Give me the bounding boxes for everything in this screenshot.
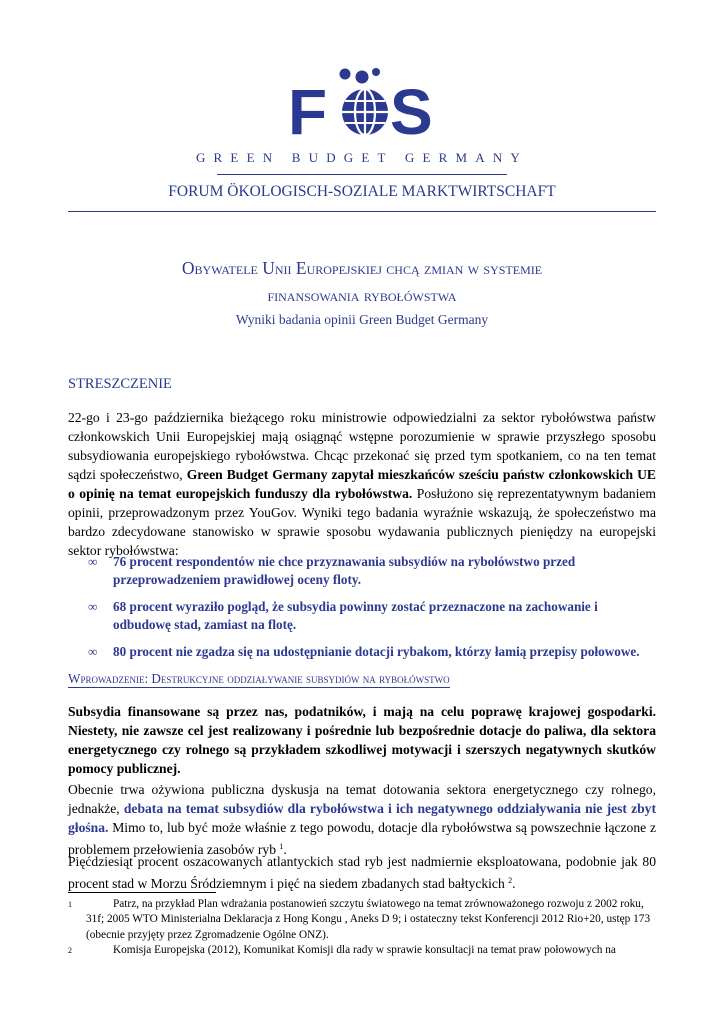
globe-icon <box>342 89 388 135</box>
findings-list <box>88 553 656 661</box>
summary-text-1: 22-go i 23-go października bieżącego roku ministrowie odpowiedzialni za sektor rybołówstwa państw członkowskich Unii Europejskiej mają osiągnąć wstępne porozumienie w sprawie przyszłego sposobu subsydiowania europejskiego rybołówstwa. Chcąc przekonać się przed tym spotkaniem, co na ten temat sądzi społeczeństwo, <box>68 410 656 482</box>
footnote-text: Komisja Europejska (2012), Komunikat Komisji dla rady w sprawie konsultacji na temat praw połowowych na <box>113 944 616 956</box>
list-item <box>88 598 656 634</box>
debate-highlight: debata na temat subsydiów dla rybołówstwa i ich negatywnego oddziaływania nie jest zbyt głośna. <box>68 801 656 835</box>
header-divider-short <box>217 174 507 175</box>
logo-dot-2 <box>356 71 369 84</box>
finding-text: 76 procent respondentów nie chce przyznawania subsydiów na rybołówstwo przed przeprowadzeniem prawidłowej oceny floty. <box>113 554 576 587</box>
footnote-ref-2[interactable]: 2 <box>508 876 513 885</box>
summary-text-2: Posłużono się reprezentatywnym badaniem opinii, przeprowadzonym przez YouGov. Wyniki tego badania wyraźnie wskazują, że społeczeństwo ma bardzo zdecydowane stanowisko w sprawie sposobu wydawania publicznych pieniędzy na europejski sektor rybołówstwa: <box>68 486 656 558</box>
document-subtitle: Wyniki badania opinii Green Budget Germany <box>235 312 489 327</box>
stocks-paragraph <box>68 852 656 893</box>
finding-text: 68 procent wyraziło pogląd, że subsydia powinny zostać przeznaczone na zachowanie i odbudowę stad, zamiast na flotę. <box>113 599 598 632</box>
footnote-number: 2 <box>68 946 72 955</box>
section-heading: Wprowadzenie: Destrukcyjne oddziaływanie subsydiów na rybołówstwo <box>68 671 450 686</box>
summary-text-bold: Green Budget Germany zapytał mieszkańców sześciu państw członkowskich UE o opinię na temat europejskich funduszy dla rybołówstwa. <box>68 467 656 501</box>
logo-dot-1 <box>340 69 351 80</box>
organization-name: FORUM ÖKOLOGISCH-SOZIALE MARKTWIRTSCHAFT <box>168 183 556 200</box>
bullet-symbol: ∞ <box>88 599 98 614</box>
header-divider-long <box>68 211 656 212</box>
debate-text-1: Obecnie trwa ożywiona publiczna dyskusja na temat dotowania sektora energetycznego czy rolnego, jednakże, <box>68 782 656 816</box>
logo-dot-3 <box>372 68 380 76</box>
stocks-text: Pięćdziesiąt procent oszacowanych atlantyckich stad ryb jest nadmiernie eksploatowana, podobnie jak 80 procent stad w Morzu Śródziemnym i pięć na siedem zbadanych stad bałtyckich <box>68 854 656 891</box>
summary-heading: STRESZCZENIE <box>68 376 172 392</box>
title-line-1: Obywatele Unii Europejskiej chcą zmian w systemie <box>181 258 543 278</box>
summary-paragraph <box>68 408 656 560</box>
footnote-ref-1[interactable]: 1 <box>279 842 284 851</box>
finding-text: 80 procent nie zgadza się na udostępnianie dotacji rybakom, którzy łamią przepisy połowowe. <box>113 644 640 659</box>
footnote <box>68 943 656 958</box>
debate-text-2: Mimo to, lub być może właśnie z tego powodu, dotacje dla rybołówstwa są powszechnie łączone z problemem przełowienia zasobów ryb <box>68 820 656 857</box>
logo-letter-f: F <box>288 76 328 140</box>
footnote <box>68 897 656 943</box>
list-item <box>88 553 656 589</box>
footnote-divider <box>68 892 216 893</box>
tagline: GREEN BUDGET GERMANY <box>195 150 529 165</box>
fos-logo <box>288 68 438 140</box>
footnote-text: Patrz, na przykład Plan wdrażania postanowień szczytu światowego na temat zrównoważonego rozwoju z 2002 roku, 31f; 2005 WTO Ministerialna Deklaracja z Hong Kongu , Aneks D 9; i ostateczny tekst Konferencji 2012 Rio+20, ustęp 173 (obecnie przyjęty przez Zgromadzenie Ogólne ONZ). <box>86 898 651 941</box>
logo-letter-s: S <box>390 76 433 140</box>
list-item <box>88 643 656 661</box>
title-line-2: finansowania rybołówstwa <box>267 285 457 305</box>
intro-paragraph-bold: Subsydia finansowane są przez nas, podatników, i mają na celu poprawę krajowej gospodarki. Niestety, nie zawsze cel jest realizowany i pośrednie lub bezpośrednie dotacje do paliwa, dla sektora energetycznego czy rolnego są przykładem szkodliwej motywacji i szerszych negatywnych skutków pomocy publicznej. <box>68 704 656 776</box>
bullet-symbol: ∞ <box>88 554 98 569</box>
document-title <box>60 255 664 309</box>
bullet-symbol: ∞ <box>88 644 98 659</box>
debate-paragraph <box>68 780 656 859</box>
stocks-text-end: . <box>512 876 516 891</box>
logo-text: FÖS <box>288 68 290 69</box>
debate-text-end: . <box>283 842 287 857</box>
footnote-number: 1 <box>68 900 72 909</box>
